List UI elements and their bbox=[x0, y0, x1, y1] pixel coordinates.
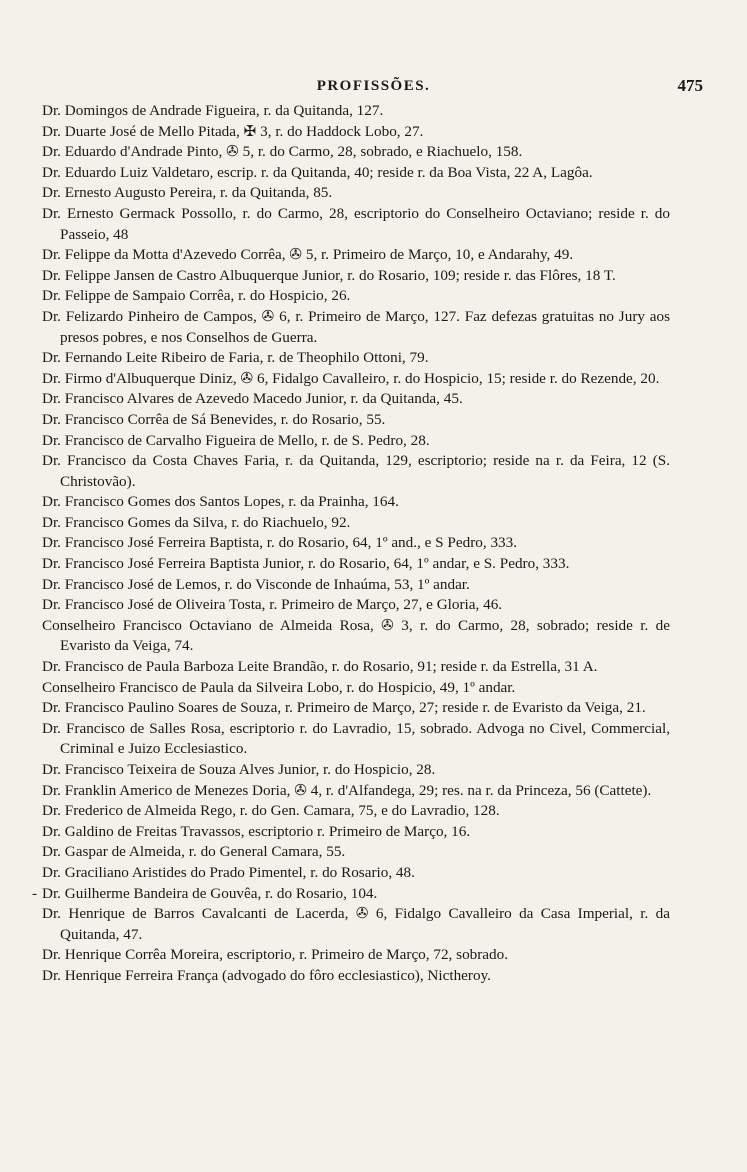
directory-entry: Dr. Firmo d'Albuquerque Diniz, ✇ 6, Fidalgo Cavalleiro, r. do Hospicio, 15; reside r. do Rezende, 20. bbox=[42, 369, 660, 387]
page-number: 475 bbox=[677, 76, 703, 95]
directory-list bbox=[32, 101, 670, 987]
directory-entry: Dr. Guilherme Bandeira de Gouvêa, r. do Rosario, 104. bbox=[42, 884, 378, 902]
directory-entry: Dr. Felippe Jansen de Castro Albuquerque Junior, r. do Rosario, 109; reside r. das Flôres, 18 T. bbox=[42, 266, 616, 284]
page-header bbox=[0, 74, 747, 98]
directory-entry: Dr. Francisco de Paula Barboza Leite Brandão, r. do Rosario, 91; reside r. da Estrella, 31 A. bbox=[42, 658, 598, 676]
directory-entry: Dr. Francisco Gomes da Silva, r. do Riachuelo, 92. bbox=[42, 513, 351, 531]
directory-entry: Dr. Felippe de Sampaio Corrêa, r. do Hospicio, 26. bbox=[42, 287, 351, 305]
directory-entry: Dr. Henrique Corrêa Moreira, escriptorio, r. Primeiro de Março, 72, sobrado. bbox=[42, 946, 509, 964]
directory-entry: Dr. Francisco José de Oliveira Tosta, r. Primeiro de Março, 27, e Gloria, 46. bbox=[42, 596, 503, 614]
directory-entry: Dr. Francisco de Carvalho Figueira de Mello, r. de S. Pedro, 28. bbox=[42, 431, 430, 449]
directory-entry: Conselheiro Francisco Octaviano de Almeida Rosa, ✇ 3, r. do Carmo, 28, sobrado; reside r. de Evaristo da Veiga, 74. bbox=[42, 616, 670, 655]
directory-entry: Dr. Felippe da Motta d'Azevedo Corrêa, ✇ 5, r. Primeiro de Março, 10, e Andarahy, 49. bbox=[42, 246, 574, 264]
margin-mark: - bbox=[32, 884, 38, 902]
directory-entry: Dr. Duarte José de Mello Pitada, ✠ 3, r. do Haddock Lobo, 27. bbox=[42, 122, 424, 140]
directory-entry: Dr. Franklin Americo de Menezes Doria, ✇ 4, r. d'Alfandega, 29; res. na r. da Princeza, 56 (Cattete). bbox=[42, 781, 652, 799]
directory-entry: Dr. Ernesto Augusto Pereira, r. da Quitanda, 85. bbox=[42, 184, 333, 202]
directory-entry: Dr. Francisco de Salles Rosa, escriptorio r. do Lavradio, 15, sobrado. Advoga no Civel, Commercial, Criminal e Juizo Ecclesiastico. bbox=[42, 719, 670, 758]
directory-entry: Dr. Francisco Corrêa de Sá Benevides, r. do Rosario, 55. bbox=[42, 410, 386, 428]
directory-entry: Dr. Francisco José Ferreira Baptista, r. do Rosario, 64, 1º and., e S Pedro, 333. bbox=[42, 534, 518, 552]
directory-entry: Conselheiro Francisco de Paula da Silveira Lobo, r. do Hospicio, 49, 1º andar. bbox=[42, 678, 516, 696]
directory-entry: Dr. Francisco Teixeira de Souza Alves Junior, r. do Hospicio, 28. bbox=[42, 761, 436, 778]
directory-entry: Dr. Felizardo Pinheiro de Campos, ✇ 6, r. Primeiro de Março, 127. Faz defezas gratuitas no Jury aos presos pobres, e nos Conselhos de Guerra. bbox=[42, 307, 670, 346]
directory-entry: Dr. Eduardo d'Andrade Pinto, ✇ 5, r. do Carmo, 28, sobrado, e Riachuelo, 158. bbox=[42, 143, 523, 161]
directory-entry: Dr. Frederico de Almeida Rego, r. do Gen. Camara, 75, e do Lavradio, 128. bbox=[42, 802, 500, 820]
directory-entry: Dr. Fernando Leite Ribeiro de Faria, r. de Theophilo Ottoni, 79. bbox=[42, 349, 429, 367]
directory-entry: Dr. Francisco Paulino Soares de Souza, r. Primeiro de Março, 27; reside r. de Evaristo da Veiga, 21. bbox=[42, 699, 646, 717]
directory-entry: Dr. Galdino de Freitas Travassos, escriptorio r. Primeiro de Março, 16. bbox=[42, 822, 471, 840]
directory-entry: Dr. Francisco José Ferreira Baptista Junior, r. do Rosario, 64, 1º andar, e S. Pedro, 333. bbox=[42, 555, 570, 573]
directory-entry: Dr. Ernesto Germack Possollo, r. do Carmo, 28, escriptorio do Conselheiro Octaviano; reside r. do Passeio, 48 bbox=[42, 204, 670, 243]
directory-entry: Dr. Domingos de Andrade Figueira, r. da Quitanda, 127. bbox=[42, 102, 384, 119]
directory-entry: Dr. Francisco Gomes dos Santos Lopes, r. da Prainha, 164. bbox=[42, 493, 399, 511]
directory-entry: Dr. Gaspar de Almeida, r. do General Camara, 55. bbox=[42, 843, 346, 861]
directory-entry: Dr. Graciliano Aristides do Prado Pimentel, r. do Rosario, 48. bbox=[42, 863, 415, 881]
directory-entry: Dr. Francisco Alvares de Azevedo Macedo Junior, r. da Quitanda, 45. bbox=[42, 390, 463, 408]
directory-entry: Dr. Henrique Ferreira França (advogado do fôro ecclesiastico), Nictheroy. bbox=[42, 966, 491, 984]
page-title: PROFISSÕES. bbox=[316, 78, 431, 94]
directory-entry: Dr. Francisco da Costa Chaves Faria, r. da Quitanda, 129, escriptorio; reside na r. da Feira, 12 (S. Christovão). bbox=[42, 452, 670, 490]
directory-entry: Dr. Eduardo Luiz Valdetaro, escrip. r. da Quitanda, 40; reside r. da Boa Vista, 22 A, Lagôa. bbox=[42, 163, 593, 181]
directory-entry: Dr. Francisco José de Lemos, r. do Visconde de Inhaúma, 53, 1º andar. bbox=[42, 575, 470, 593]
directory-entry: Dr. Henrique de Barros Cavalcanti de Lacerda, ✇ 6, Fidalgo Cavalleiro da Casa Imperial, r. da Quitanda, 47. bbox=[42, 905, 670, 943]
